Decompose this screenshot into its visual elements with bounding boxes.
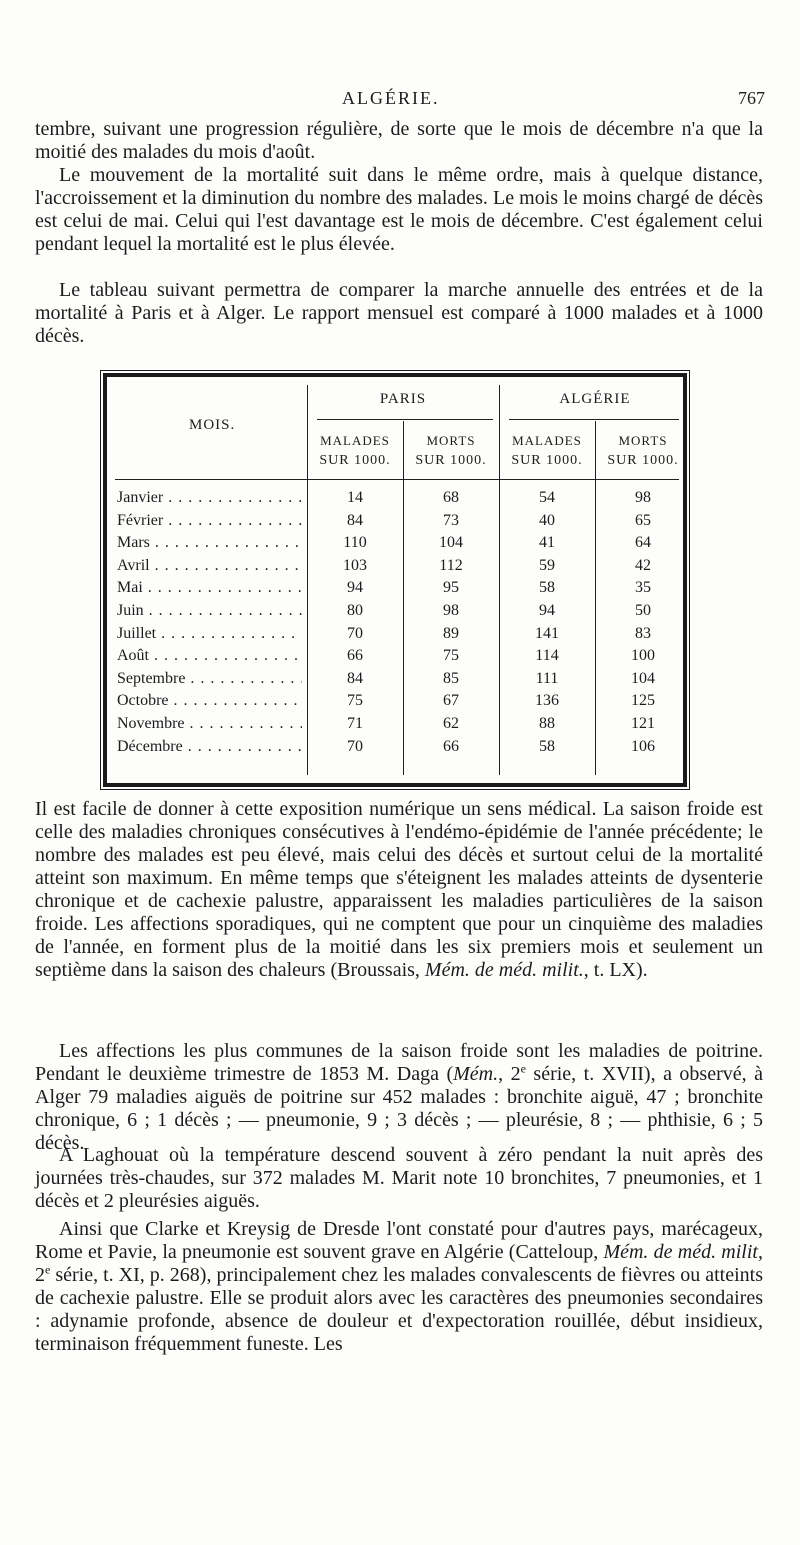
cell-alg-malades: 58 — [539, 737, 555, 755]
paragraph-7-text-a: Ainsi que Clarke et Kreysig de Dresde l'ont constaté pour d'autres pays, marécageux, Rome et Pavie, la pneumonie est souvent grave en Algérie (Catteloup, — [35, 1218, 763, 1263]
cell-paris-malades: 80 — [347, 602, 363, 619]
running-title: ALGÉRIE. — [342, 88, 440, 108]
data-table — [103, 373, 687, 787]
cell-paris-morts: 85 — [443, 669, 459, 687]
month-label: Février . . . — [117, 512, 302, 530]
header-label: MORTS — [426, 433, 476, 448]
table-row — [107, 534, 691, 557]
cell-alg-morts: 35 — [635, 579, 651, 597]
month-label: Août . . . — [117, 647, 302, 665]
table-rule — [509, 419, 679, 420]
citation: Mém. de méd. milit — [603, 1241, 758, 1263]
cell-alg-morts: 98 — [635, 489, 651, 506]
cell-paris-morts: 62 — [443, 715, 459, 732]
month-label: Juin . . . — [117, 602, 302, 620]
column-header-paris-morts — [403, 433, 499, 469]
paragraph-7 — [35, 1218, 763, 1356]
cell-alg-morts: 65 — [635, 511, 651, 529]
month-label: Mai . . . — [117, 579, 302, 597]
cell-alg-morts: 42 — [635, 556, 651, 574]
header-sublabel: SUR 1000. — [415, 453, 487, 468]
cell-paris-malades: 14 — [347, 489, 363, 506]
paragraph-2: Le mouvement de la mortalité suit dans le même ordre, mais à quelque distance, l'accroissement et la diminution du nombre des malades. Le mois le moins chargé de décès est celui de mai. Celui qui l'est davantage est le mois de décembre. C'est également celui pendant lequel la mortalité est le plus élevée. — [35, 164, 763, 255]
paragraph-5 — [35, 1040, 763, 1155]
month-label: Octobre . . . — [117, 692, 302, 710]
cell-paris-malades: 70 — [347, 624, 363, 642]
cell-alg-malades: 88 — [539, 715, 555, 732]
column-header-algerie-malades — [499, 433, 595, 469]
month-label: Septembre . . . — [117, 670, 302, 688]
cell-paris-morts: 89 — [443, 624, 459, 642]
series-text: , 2 — [498, 1063, 521, 1085]
table-row — [107, 738, 691, 761]
cell-alg-morts: 64 — [635, 534, 651, 552]
series-text: , 2 — [35, 1241, 763, 1286]
paragraph-7-text-b: série, t. XI, p. 268), principalement chez les malades convalescents de fièvres ou atteints de cachexie palustre. Elle se produit alors avec les caractères des pneumonies secondaires : adynamie profonde, absence de douleur et d'expectoration rouillée, début insidieux, terminaison fréquemment funeste. Les — [35, 1264, 763, 1355]
month-label: Décembre . . . — [117, 738, 302, 756]
header-sublabel: SUR 1000. — [511, 453, 583, 468]
cell-alg-malades: 59 — [539, 556, 555, 574]
paragraph-1: tembre, suivant une progression régulière, de sorte que le mois de décembre n'a que la moitié des malades du mois d'août. — [35, 118, 763, 163]
cell-paris-morts: 112 — [439, 556, 463, 574]
cell-alg-malades: 41 — [539, 534, 555, 552]
cell-alg-malades: 136 — [535, 692, 559, 710]
column-header-paris-malades — [307, 433, 403, 469]
table-row — [107, 489, 691, 512]
cell-paris-malades: 84 — [347, 511, 363, 529]
month-label: Juillet . . . — [117, 625, 302, 643]
citation: Mém. de méd. milit. — [424, 959, 584, 981]
cell-alg-morts: 83 — [635, 624, 651, 642]
superscript: e — [520, 1061, 526, 1076]
header-label: MORTS — [618, 433, 668, 448]
cell-alg-malades: 94 — [539, 602, 555, 619]
month-label: Janvier . . . — [117, 489, 302, 507]
table-row — [107, 557, 691, 580]
cell-alg-morts: 125 — [631, 692, 655, 710]
cell-paris-malades: 84 — [347, 669, 363, 687]
cell-paris-malades: 70 — [347, 737, 363, 755]
month-label: Avril . . . — [117, 557, 302, 575]
page-number: 767 — [738, 88, 765, 108]
column-header-algerie-morts — [595, 433, 691, 469]
table-row — [107, 715, 691, 738]
paragraph-6: A Laghouat où la température descend souvent à zéro pendant la nuit après des journées très-chaudes, sur 372 malades M. Marit note 10 bronchites, 7 pneumonies, et 1 décès et 2 pleurésies aiguës. — [35, 1144, 763, 1212]
cell-alg-morts: 106 — [631, 737, 655, 755]
cell-paris-morts: 67 — [443, 692, 459, 710]
cell-paris-morts: 98 — [443, 602, 459, 619]
paragraph-4 — [35, 798, 763, 982]
cell-paris-malades: 94 — [347, 579, 363, 597]
running-header — [110, 88, 765, 114]
table-rule — [115, 479, 679, 480]
table-row — [107, 647, 691, 670]
cell-paris-malades: 71 — [347, 715, 363, 732]
cell-alg-malades: 111 — [535, 669, 559, 687]
cell-paris-morts: 68 — [443, 489, 459, 506]
cell-alg-morts: 104 — [631, 669, 655, 687]
header-sublabel: SUR 1000. — [319, 453, 391, 468]
table-row — [107, 625, 691, 648]
cell-alg-malades: 141 — [535, 624, 559, 642]
superscript: e — [45, 1262, 51, 1277]
month-label: Mars . . . — [117, 534, 302, 552]
paragraph-3: Le tableau suivant permettra de comparer la marche annuelle des entrées et de la mortalité à Paris et à Alger. Le rapport mensuel est comparé à 1000 malades et à 1000 décès. — [35, 279, 763, 347]
table-row — [107, 512, 691, 535]
column-group-paris: PARIS — [379, 391, 427, 407]
cell-alg-morts: 50 — [635, 602, 651, 619]
table-row — [107, 692, 691, 715]
month-label: Novembre . . . — [117, 715, 302, 733]
paragraph-5-text-a: Les affections les plus communes de la saison froide sont les maladies de poitrine. Pendant le deuxième trimestre de 1853 M. Daga ( — [35, 1040, 763, 1085]
cell-alg-malades: 58 — [539, 579, 555, 597]
cell-paris-morts: 75 — [443, 647, 459, 665]
cell-paris-morts: 66 — [443, 737, 459, 755]
cell-alg-malades: 54 — [539, 489, 555, 506]
cell-paris-malades: 66 — [347, 647, 363, 665]
header-label: MALADES — [320, 433, 390, 448]
citation-end: , t. LX). — [583, 959, 648, 981]
column-header-mois: MOIS. — [189, 417, 236, 433]
cell-alg-morts: 121 — [631, 715, 655, 732]
cell-alg-malades: 114 — [535, 647, 559, 665]
cell-paris-morts: 95 — [443, 579, 459, 597]
cell-alg-malades: 40 — [539, 511, 555, 529]
table-row — [107, 670, 691, 693]
table-rule — [317, 419, 493, 420]
cell-alg-morts: 100 — [631, 647, 655, 665]
citation: Mém. — [453, 1063, 499, 1085]
column-group-algerie: ALGÉRIE — [559, 391, 631, 407]
header-label: MALADES — [512, 433, 582, 448]
table-row — [107, 602, 691, 625]
paragraph-4-text: Il est facile de donner à cette exposition numérique un sens médical. La saison froide est celle des maladies chroniques consécutives à l'endémo-épidémie de l'année précédente; le nombre des malades est peu élevé, mais celui des décès et surtout celui de la mortalité atteint son maximum. En même temps que s'éteignent les malades atteints de dysenterie chronique et de cachexie palustre, apparaissent les maladies particulières de la saison froide. Les affections sporadiques, qui ne comptent que pour un cinquième des maladies de l'année, en forment plus de la moitié dans les six premiers mois et seulement un septième dans la saison des chaleurs (Broussais, — [35, 798, 763, 981]
cell-paris-malades: 75 — [347, 692, 363, 710]
cell-paris-morts: 73 — [443, 511, 459, 529]
table-row — [107, 579, 691, 602]
header-sublabel: SUR 1000. — [607, 453, 679, 468]
cell-paris-malades: 110 — [343, 534, 367, 552]
cell-paris-morts: 104 — [439, 534, 463, 552]
paragraph-5-text-b: série, t. XVII), a observé, à Alger 79 maladies aiguës de poitrine sur 452 malades : bronchite aiguë, 47 ; bronchite chronique, 6 ; 1 décès ; — pneumonie, 9 ; 3 décès ; — pleurésie, 8 ; — phthisie, 6 ; 5 décès. — [35, 1063, 763, 1154]
cell-paris-malades: 103 — [343, 556, 367, 574]
